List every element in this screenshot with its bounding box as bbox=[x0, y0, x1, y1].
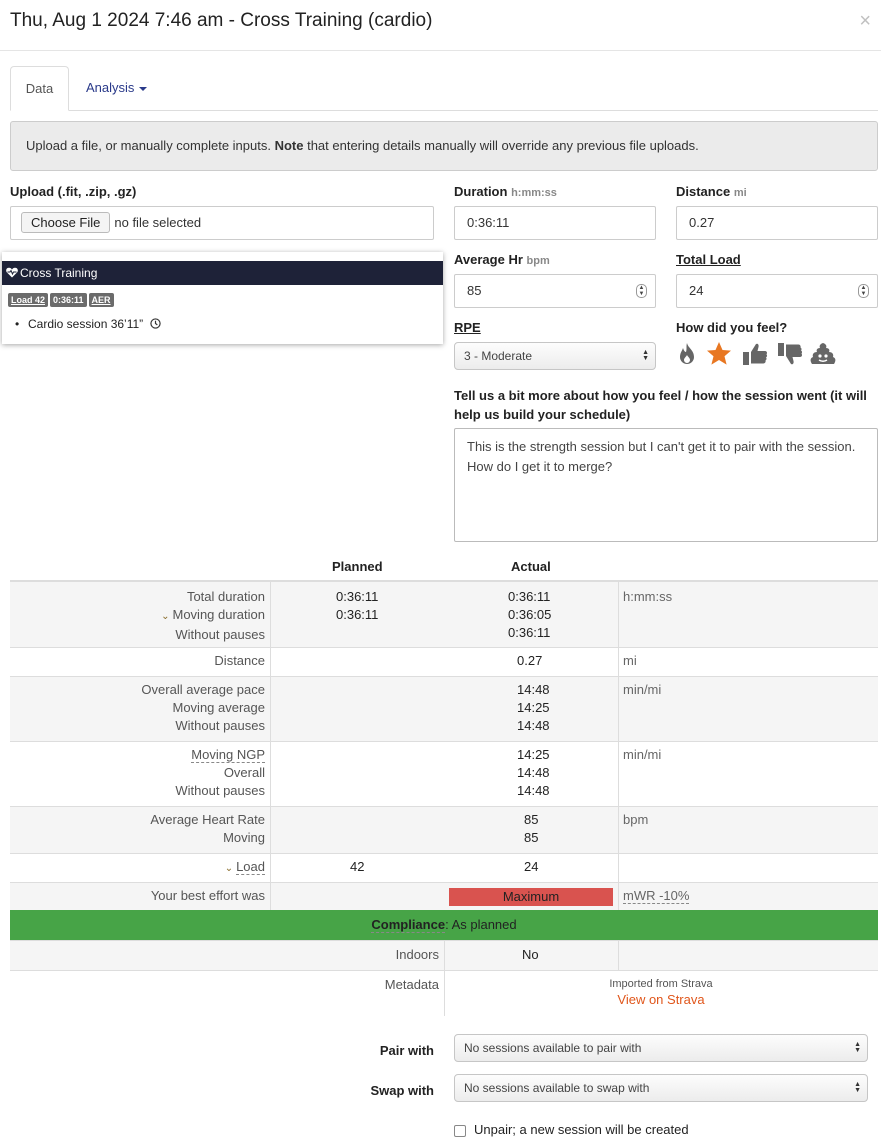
feel-label: How did you feel? bbox=[676, 320, 788, 335]
mwr-value: mWR -10% bbox=[623, 888, 690, 903]
rpe-label: RPE bbox=[454, 320, 481, 335]
compliance-bar bbox=[10, 910, 878, 940]
col-divider bbox=[618, 807, 619, 853]
load-badge: Load 42 bbox=[8, 293, 48, 307]
actual-moving-duration: 0:36:05 bbox=[508, 607, 552, 622]
file-status: no file selected bbox=[114, 215, 202, 230]
unpair-label: Unpair; a new session will be created bbox=[474, 1122, 689, 1137]
pace-unit-cell: min/mi bbox=[623, 682, 662, 697]
poop-icon[interactable] bbox=[809, 340, 837, 368]
distance-row bbox=[10, 647, 878, 676]
actual-total-duration: 0:36:11 bbox=[508, 589, 551, 604]
distance-unit-cell: mi bbox=[623, 653, 637, 668]
moving-ngp-label[interactable] bbox=[175, 746, 265, 764]
pace-without-pauses-label: Without pauses bbox=[175, 718, 265, 733]
ngp-row bbox=[10, 741, 878, 806]
swap-with-label: Swap with bbox=[370, 1083, 434, 1098]
without-pauses-label: Without pauses bbox=[175, 627, 265, 642]
total-load-input[interactable] bbox=[676, 274, 878, 308]
fire-icon[interactable] bbox=[673, 340, 701, 368]
hr-labels bbox=[150, 811, 265, 847]
upload-label: Upload (.fit, .zip, .gz) bbox=[10, 184, 137, 199]
indoors-value: No bbox=[522, 947, 539, 962]
best-effort-row bbox=[10, 882, 878, 910]
metadata-row bbox=[10, 970, 878, 1016]
hr-unit-cell: bpm bbox=[623, 812, 649, 827]
notes-label: Tell us a bit more about how you feel / how the session went (it will help us build your schedule) bbox=[454, 388, 867, 422]
actual-overall-ngp: 14:48 bbox=[517, 765, 550, 780]
actual-pace-without-pauses: 14:48 bbox=[517, 718, 550, 733]
duration-row bbox=[10, 580, 878, 647]
session-card-header bbox=[2, 261, 443, 285]
col-divider bbox=[444, 941, 445, 970]
actual-moving-ngp: 14:25 bbox=[517, 747, 550, 762]
chevron-down-icon: ⌄ bbox=[224, 863, 234, 874]
total-load-label: Total Load bbox=[676, 252, 741, 267]
overall-pace-label: Overall average pace bbox=[141, 682, 265, 697]
distance-label-text: Distance bbox=[676, 184, 731, 199]
moving-hr-label: Moving bbox=[223, 830, 265, 845]
effort-unit-cell bbox=[623, 887, 689, 905]
tab-data[interactable]: Data bbox=[10, 66, 69, 111]
load-actual: 24 bbox=[524, 859, 539, 874]
col-divider bbox=[618, 648, 619, 676]
swap-with-select[interactable] bbox=[454, 1074, 868, 1102]
view-on-strava-link[interactable]: View on Strava bbox=[617, 992, 705, 1007]
distance-row-label: Distance bbox=[214, 653, 265, 668]
avg-hr-label bbox=[454, 252, 550, 267]
moving-duration-label[interactable] bbox=[161, 606, 265, 626]
duration-labels bbox=[161, 588, 265, 644]
load-row bbox=[10, 853, 878, 882]
distance-actual: 0.27 bbox=[517, 653, 543, 668]
tabs-divider bbox=[10, 110, 878, 111]
caret-down-icon bbox=[139, 87, 147, 91]
compliance-label: Compliance bbox=[371, 917, 446, 932]
actual-overall-pace: 14:48 bbox=[517, 682, 550, 697]
header-divider bbox=[0, 50, 881, 51]
session-card-title: Cross Training bbox=[20, 266, 98, 280]
rpe-select[interactable] bbox=[454, 342, 656, 370]
pair-with-selected: No sessions available to pair with bbox=[464, 1041, 642, 1055]
planned-header: Planned bbox=[332, 559, 383, 574]
metadata-source bbox=[444, 976, 878, 1008]
moving-ngp-text: Moving NGP bbox=[191, 747, 265, 762]
ngp-actual bbox=[517, 746, 550, 800]
total-load-stepper[interactable]: ▲ ▼ bbox=[858, 284, 869, 298]
ngp-without-pauses-label: Without pauses bbox=[175, 783, 265, 798]
swap-with-selected: No sessions available to swap with bbox=[464, 1081, 650, 1095]
effort-level-bar: Maximum bbox=[449, 888, 613, 906]
actual-header: Actual bbox=[511, 559, 551, 574]
distance-unit: mi bbox=[733, 187, 747, 199]
choose-file-button[interactable]: Choose File bbox=[21, 212, 110, 233]
indoors-row bbox=[10, 940, 878, 970]
unpair-option[interactable] bbox=[454, 1122, 689, 1137]
select-arrows-icon: ▲ ▼ bbox=[854, 1041, 861, 1054]
actual-moving-pace: 14:25 bbox=[517, 700, 550, 715]
metadata-label: Metadata bbox=[384, 977, 439, 992]
col-divider bbox=[270, 854, 271, 882]
file-upload-input[interactable] bbox=[10, 206, 434, 240]
col-divider bbox=[270, 883, 271, 910]
total-duration-label: Total duration bbox=[186, 589, 265, 604]
col-divider bbox=[270, 807, 271, 853]
chevron-down-icon: ⌄ bbox=[161, 611, 170, 622]
moving-pace-label: Moving average bbox=[172, 700, 265, 715]
duration-actual bbox=[508, 588, 551, 642]
col-divider bbox=[618, 941, 619, 970]
alert-text-rest: that entering details manually will override any previous file uploads. bbox=[303, 138, 699, 153]
select-arrows-icon: ▲ ▼ bbox=[642, 349, 649, 362]
load-planned: 42 bbox=[350, 859, 365, 874]
upload-info-alert bbox=[10, 121, 878, 171]
load-label-cell[interactable] bbox=[225, 858, 265, 878]
heartbeat-icon bbox=[6, 267, 18, 278]
session-badges bbox=[8, 291, 116, 307]
indoors-label: Indoors bbox=[395, 947, 439, 962]
session-card[interactable] bbox=[2, 252, 443, 344]
actual-without-pauses: 0:36:11 bbox=[508, 625, 551, 640]
ngp-overall-label: Overall bbox=[223, 765, 265, 780]
pair-with-select[interactable] bbox=[454, 1034, 868, 1062]
bullet: • bbox=[15, 317, 20, 331]
col-divider bbox=[618, 854, 619, 882]
col-divider bbox=[270, 677, 271, 741]
session-step-list bbox=[15, 317, 161, 331]
modal-title: Thu, Aug 1 2024 7:46 am - Cross Training (cardio) bbox=[10, 10, 433, 31]
thumbs-down-icon[interactable] bbox=[776, 340, 804, 368]
duration-unit-cell: h:mm:ss bbox=[623, 589, 673, 604]
best-effort-label: Your best effort was bbox=[150, 888, 265, 903]
pair-with-label: Pair with bbox=[379, 1043, 434, 1058]
duration-label-text: Duration bbox=[454, 184, 508, 199]
unpair-checkbox[interactable] bbox=[454, 1125, 466, 1137]
distance-label bbox=[676, 184, 747, 199]
duration-badge: 0:36:11 bbox=[50, 293, 87, 307]
alert-note: Note bbox=[274, 138, 304, 153]
duration-label bbox=[454, 184, 557, 199]
notes-textarea[interactable]: This is the strength session but I can't get it to pair with the session. How do I get it to merge? bbox=[454, 428, 878, 542]
actual-ngp-without-pauses: 14:48 bbox=[517, 783, 550, 798]
metadata-source-text: Imported from Strava bbox=[609, 978, 713, 990]
avg-hr-label-text: Average Hr bbox=[454, 252, 523, 267]
actual-avg-hr: 85 bbox=[524, 812, 539, 827]
heart-rate-row bbox=[10, 806, 878, 853]
alert-text: Upload a file, or manually complete inputs. bbox=[26, 138, 275, 153]
session-step-item: Cardio session 36’11” bbox=[28, 317, 144, 331]
pace-labels bbox=[141, 681, 265, 735]
tab-analysis[interactable] bbox=[86, 66, 147, 110]
col-divider bbox=[270, 742, 271, 806]
pace-actual bbox=[517, 681, 550, 735]
ngp-unit-cell: min/mi bbox=[623, 747, 662, 762]
close-button[interactable]: × bbox=[859, 10, 871, 32]
rpe-selected: 3 - Moderate bbox=[464, 349, 533, 363]
thumbs-up-icon[interactable] bbox=[741, 340, 769, 368]
tab-analysis-label: Analysis bbox=[86, 80, 135, 95]
actual-moving-hr: 85 bbox=[524, 830, 539, 845]
col-divider bbox=[270, 648, 271, 676]
avg-hr-row-label: Average Heart Rate bbox=[150, 812, 265, 827]
duration-input[interactable]: 0:36:11 bbox=[454, 206, 656, 240]
planned-moving-duration: 0:36:11 bbox=[336, 607, 379, 622]
clock-icon bbox=[150, 318, 161, 329]
total-load-value: 24 bbox=[689, 283, 704, 298]
col-divider bbox=[618, 582, 619, 647]
star-icon[interactable] bbox=[705, 340, 733, 368]
zone-badge: AER bbox=[89, 293, 114, 307]
select-arrows-icon: ▲ ▼ bbox=[854, 1081, 861, 1094]
ngp-labels bbox=[175, 746, 265, 800]
col-divider bbox=[618, 742, 619, 806]
planned-total-duration: 0:36:11 bbox=[336, 589, 379, 604]
moving-duration-text: Moving duration bbox=[172, 607, 265, 622]
duration-planned bbox=[336, 588, 378, 624]
compliance-value: : As planned bbox=[445, 917, 517, 932]
duration-unit: h:mm:ss bbox=[511, 187, 557, 199]
hr-actual bbox=[524, 811, 538, 847]
avg-hr-unit: bpm bbox=[526, 255, 550, 267]
col-divider bbox=[618, 677, 619, 741]
col-divider bbox=[618, 883, 619, 910]
distance-input[interactable]: 0.27 bbox=[676, 206, 878, 240]
load-label: Load bbox=[236, 859, 265, 874]
avg-hr-stepper[interactable]: ▲ ▼ bbox=[636, 284, 647, 298]
col-divider bbox=[270, 582, 271, 647]
pace-row bbox=[10, 676, 878, 741]
avg-hr-input[interactable] bbox=[454, 274, 656, 308]
avg-hr-value: 85 bbox=[467, 283, 482, 298]
